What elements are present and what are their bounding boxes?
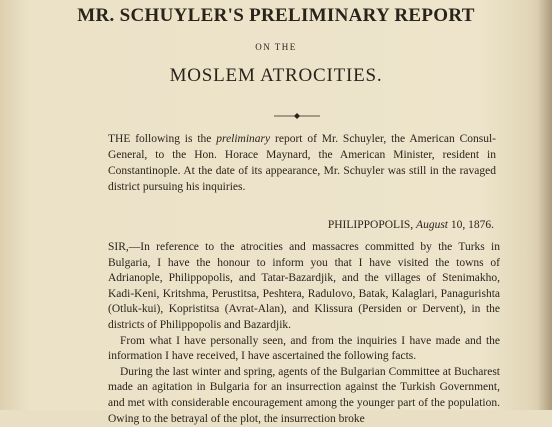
intro-text-2: report of Mr. Schuyler, the American Consul-General, to the Hon. Horace Maynard, the American Minister, resident in Constantinople. At the date of its appearance, Mr. Schuyler was still in the ravaged district pursuing his inquiries. [108, 133, 496, 193]
salutation: SIR, [108, 241, 129, 253]
ornament-divider-icon [274, 112, 320, 120]
dateline-month: August [416, 219, 448, 231]
dateline-rest: 10, 1876. [448, 219, 494, 231]
letter-paragraph [108, 240, 500, 334]
intro-text-1: following is the [130, 133, 217, 145]
letter-paragraph: From what I have personally seen, and from the inquiries I have made and the information I have received, I have ascertained the following facts. [108, 334, 500, 363]
dateline-place: PHILIPPOPOLIS, [327, 219, 414, 231]
paragraph-1-text: —In reference to the atrocities and massacres committed by the Turks in Bulgaria, I have the honour to inform you that I have visited the towns of Adrianople, Philippopolis, and Tatar-Bazardjik, and the villages of Stenimakho, Kadi-Keni, Kritshma, Perustitsa, Peshtera, Radulovo, Batak, Kalaglari, Panagurishta (Otluk-kui), Kopristitsa (Avrat-Alan), and Klissura (Persiden or Dervent), in the districts of Philippopolis and Bazardjik. [108, 241, 500, 331]
page-edge-shadow [538, 0, 552, 410]
intro-italic-word: preliminary [216, 133, 271, 145]
report-subtitle: MOSLEM ATROCITIES. [169, 65, 383, 86]
letter-body [108, 240, 500, 427]
letter-paragraph: During the last winter and spring, agents of the Bulgarian Committee at Bucharest made an agitation in Bulgaria for an insurrection against the Turkish Government, and met with considerable encouragement among the younger part of the population. Owing to the betrayal of the plot, the insurrection broke [108, 365, 500, 425]
on-the-label: ON THE [255, 42, 297, 52]
intro-lead-word: THE [108, 133, 131, 145]
intro-paragraph [108, 131, 496, 195]
report-title: MR. SCHUYLER'S PRELIMINARY REPORT [77, 5, 475, 26]
dateline [328, 219, 494, 231]
